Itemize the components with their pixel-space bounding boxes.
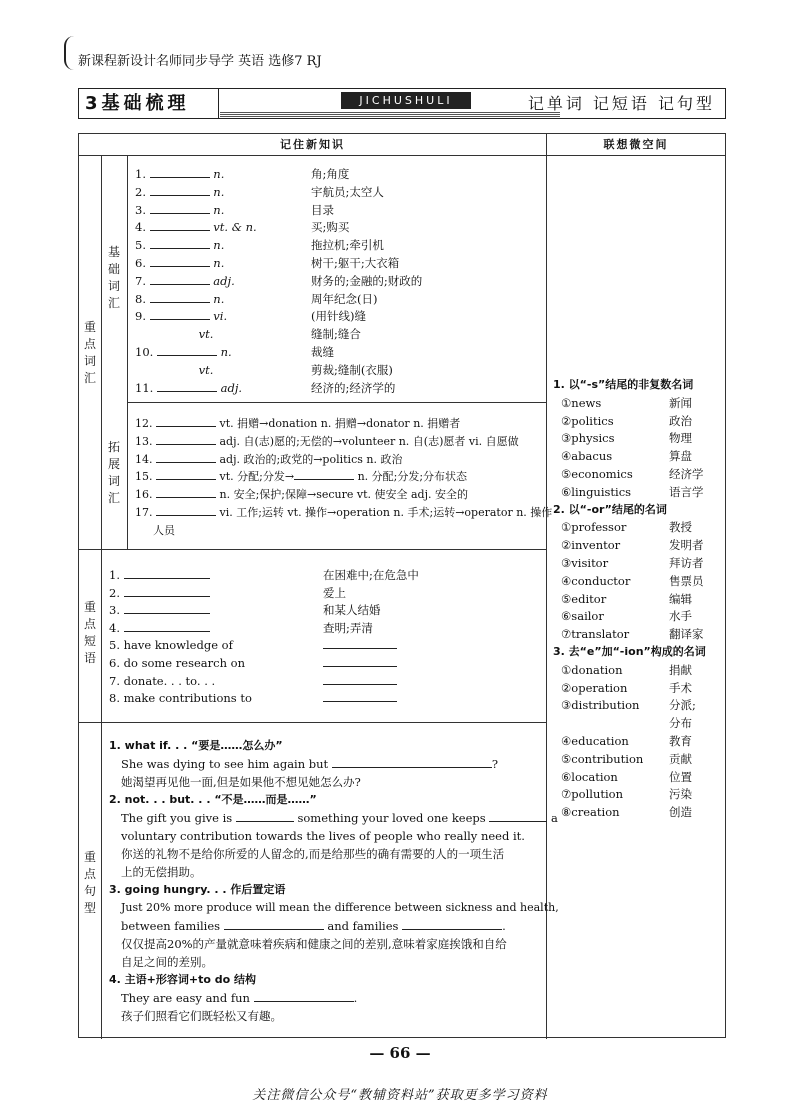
association-meaning: 新闻 xyxy=(669,395,692,410)
part-of-speech: n. xyxy=(213,184,225,199)
basic-word-row xyxy=(135,255,224,271)
association-group-title: 3. 去“e”加“-ion”构成的名词 xyxy=(553,645,706,658)
answer-blank[interactable] xyxy=(150,309,210,320)
basic-word-meaning: 树干;躯干;大衣箱 xyxy=(311,256,400,270)
item-number: 3. xyxy=(109,603,120,618)
s2-en-b: voluntary contribution towards the lives of people who really need it. xyxy=(121,829,525,843)
extended-word-row xyxy=(135,505,552,521)
item-number: 6. xyxy=(109,656,120,670)
basic-word-meaning: (用针线)缝 xyxy=(311,309,366,324)
association-item: ④conductor xyxy=(561,573,631,588)
part-of-speech: n. xyxy=(220,345,232,359)
part-of-speech: vt. xyxy=(198,327,214,342)
item-number: 4. xyxy=(109,620,120,635)
s1-en: She was dying to see him again but ? xyxy=(121,757,499,771)
association-item: ⑤economics xyxy=(561,467,633,481)
worksheet-table xyxy=(78,133,726,1038)
basic-word-meaning: 目录 xyxy=(311,202,334,217)
answer-blank[interactable] xyxy=(157,345,217,356)
phrase-row xyxy=(109,602,210,618)
s2-en-a: The gift you give is something your loved one keeps a xyxy=(121,811,558,825)
item-number: 5. xyxy=(135,238,146,253)
association-item: ⑦pollution xyxy=(561,787,623,802)
label-extended: 拓展词汇 xyxy=(107,440,120,505)
phrase-meaning xyxy=(323,567,419,583)
association-meaning: 政治 xyxy=(669,413,692,428)
basic-word-row xyxy=(135,184,224,200)
item-number: 13. xyxy=(135,434,153,448)
phrase-en: have knowledge of xyxy=(123,638,233,653)
banner-stripes xyxy=(220,111,560,117)
basic-word-meaning: 剪裁;缝制(衣服) xyxy=(311,362,393,377)
phrase-cn: 在困难中;在危急中 xyxy=(323,568,419,582)
s4-head: 4. 主语+形容词+to do 结构 xyxy=(109,973,257,986)
answer-blank[interactable] xyxy=(150,185,210,196)
item-number: 11. xyxy=(135,380,154,395)
word-family: adj. 政治的;政党的→politics n. 政治 xyxy=(219,452,403,466)
answer-blank[interactable] xyxy=(323,638,397,649)
word-family: vt. 分配;分发→ xyxy=(219,470,295,484)
header-left: 记住新知识 xyxy=(79,134,546,156)
answer-blank[interactable] xyxy=(150,203,210,214)
answer-blank[interactable] xyxy=(124,568,210,579)
answer-blank[interactable] xyxy=(156,505,216,516)
label-basic: 基础词汇 xyxy=(107,245,120,310)
part-of-speech: vi. xyxy=(213,309,228,324)
association-meaning: 分派; xyxy=(669,698,696,713)
basic-word-meaning: 买;购买 xyxy=(311,220,350,235)
phrase-row xyxy=(109,673,215,689)
association-item: ⑦translator xyxy=(561,627,630,642)
association-meaning: 编辑 xyxy=(669,591,692,606)
association-item: ②inventor xyxy=(561,538,621,553)
label-vocab: 重点词汇 xyxy=(83,320,96,385)
item-number: 1. xyxy=(109,568,120,582)
item-number: 9. xyxy=(135,309,146,324)
extended-word-row xyxy=(135,416,460,432)
association-meaning: 算盘 xyxy=(669,449,692,464)
phrase-cn: 爱上 xyxy=(323,585,346,600)
basic-word-row xyxy=(135,219,257,235)
answer-blank[interactable] xyxy=(156,469,216,480)
phrase-row xyxy=(109,637,233,653)
basic-word-meaning: 经济的;经济学的 xyxy=(311,380,396,395)
extended-word-row xyxy=(135,452,402,468)
phrase-cn: 查明;弄清 xyxy=(323,620,373,635)
item-number: 8. xyxy=(135,291,146,306)
banner-title: 3基础梳理 xyxy=(79,89,219,118)
item-number: 16. xyxy=(135,488,153,502)
part-of-speech: vt. & n. xyxy=(213,220,257,235)
phrase-en: make contributions to xyxy=(123,691,252,706)
association-item: ⑧creation xyxy=(561,805,620,820)
association-item: ①donation xyxy=(561,662,623,677)
item-number: 8. xyxy=(109,691,120,706)
s2-cn-a: 你送的礼物不是给你所爱的人留念的,而是给那些的确有需要的人的一项生活 xyxy=(121,847,505,861)
basic-word-row xyxy=(135,344,232,360)
basic-word-meaning: 周年纪念(日) xyxy=(311,291,378,306)
curl-decoration xyxy=(64,36,74,70)
item-number: 17. xyxy=(135,506,153,519)
association-item: ③physics xyxy=(561,431,615,446)
item-number: 12. xyxy=(135,417,153,430)
association-meaning: 教授 xyxy=(669,520,692,535)
item-number: 14. xyxy=(135,452,153,466)
association-item: ①news xyxy=(561,395,602,410)
s4-en: They are easy and fun . xyxy=(121,991,358,1005)
answer-blank[interactable] xyxy=(150,256,210,267)
answer-blank[interactable] xyxy=(150,220,210,231)
answer-blank[interactable] xyxy=(124,586,210,597)
association-item: ⑤editor xyxy=(561,591,607,606)
word-family: 人员 xyxy=(153,523,175,537)
answer-blank[interactable] xyxy=(124,603,210,614)
basic-word-meaning: 宇航员;太空人 xyxy=(311,184,384,199)
answer-blank[interactable] xyxy=(150,292,210,303)
phrase-meaning xyxy=(323,620,373,636)
association-meaning: 创造 xyxy=(669,805,692,820)
association-meaning: 经济学 xyxy=(669,467,704,481)
s3-cn-a: 仅仅提高20%的产量就意味着疾病和健康之间的差别,意味着家庭挨饿和自给 xyxy=(121,937,507,951)
association-meaning: 物理 xyxy=(669,431,692,446)
part-of-speech: vt. xyxy=(198,362,214,377)
association-meaning: 发明者 xyxy=(669,538,704,553)
association-group-title: 2. 以“-or”结尾的名词 xyxy=(553,502,667,516)
label-phrases: 重点短语 xyxy=(83,600,96,665)
association-item: ⑥location xyxy=(561,769,618,784)
word-family: n. 安全;保护;保障→secure vt. 使安全 adj. 安全的 xyxy=(219,488,468,502)
basic-word-meaning: 拖拉机;牵引机 xyxy=(311,238,384,253)
item-number: 6. xyxy=(135,256,146,270)
s2-head: 2. not. . . but. . . “不是……而是……” xyxy=(109,793,317,806)
extended-word-row xyxy=(135,487,468,503)
s1-cn: 她渴望再见他一面,但是如果他不想见她怎么办? xyxy=(121,775,361,789)
item-number: 10. xyxy=(135,345,154,359)
association-meaning: 分布 xyxy=(669,716,692,731)
item-number: 2. xyxy=(109,585,120,600)
page-number: — 66 — xyxy=(369,1044,431,1062)
association-item: ③distribution xyxy=(561,698,640,713)
phrase-en: donate. . . to. . . xyxy=(123,673,216,688)
s2-cn-b: 上的无偿捐助。 xyxy=(121,865,202,879)
association-meaning: 水手 xyxy=(669,609,692,624)
association-meaning: 污染 xyxy=(669,787,692,802)
basic-word-meaning: 裁缝 xyxy=(311,345,334,359)
phrase-row xyxy=(109,567,210,583)
phrase-meaning xyxy=(323,637,397,653)
s1-head: 1. what if. . . “要是……怎么办” xyxy=(109,739,283,752)
phrase-row xyxy=(109,585,210,601)
item-number: 7. xyxy=(109,673,120,688)
association-meaning: 手术 xyxy=(669,680,692,695)
answer-blank[interactable] xyxy=(323,656,397,667)
basic-word-row xyxy=(135,308,227,324)
extended-word-row xyxy=(153,523,175,539)
answer-blank[interactable] xyxy=(156,487,216,498)
association-item: ②operation xyxy=(561,680,628,695)
answer-blank[interactable] xyxy=(156,452,216,463)
answer-blank[interactable] xyxy=(150,167,210,178)
footer-note: 关注微信公众号“教辅资料站”获取更多学习资料 xyxy=(252,1088,548,1103)
word-family: vi. 工作;运转 vt. 操作→operation n. 手术;运转→operator n. 操作 xyxy=(219,506,553,519)
part-of-speech: adj. xyxy=(220,380,243,395)
basic-word-row xyxy=(135,202,224,218)
answer-blank[interactable] xyxy=(156,434,216,445)
answer-blank[interactable] xyxy=(236,811,294,822)
basic-word-meaning: 缝制;缝合 xyxy=(311,327,361,342)
basic-word-meaning: 角;角度 xyxy=(311,167,350,181)
running-head-text: 新课程新设计名师同步导学 英语 选修7 RJ xyxy=(78,54,322,69)
phrase-meaning xyxy=(323,655,397,671)
phrase-meaning xyxy=(323,690,397,706)
answer-blank[interactable] xyxy=(156,416,216,427)
association-item: ⑥sailor xyxy=(561,609,604,624)
part-of-speech: n. xyxy=(213,256,225,270)
header-right: 联想微空间 xyxy=(546,134,726,156)
association-item: ①professor xyxy=(561,520,627,535)
item-number: 3. xyxy=(135,202,146,217)
association-item: ④abacus xyxy=(561,449,613,464)
item-number: 15. xyxy=(135,470,153,484)
phrase-meaning xyxy=(323,673,397,689)
extended-word-row xyxy=(135,469,467,485)
part-of-speech: n. xyxy=(213,291,225,306)
answer-blank[interactable] xyxy=(150,238,210,249)
answer-blank[interactable] xyxy=(332,757,492,768)
basic-word-row xyxy=(135,362,213,378)
phrase-row xyxy=(109,655,245,671)
association-meaning: 捐献 xyxy=(669,662,692,677)
basic-word-row xyxy=(135,273,235,289)
running-head xyxy=(78,50,322,69)
answer-blank[interactable] xyxy=(323,691,397,702)
part-of-speech: adj. xyxy=(213,273,235,288)
answer-blank[interactable] xyxy=(489,811,547,822)
item-number: 7. xyxy=(135,273,146,288)
banner-pinyin: JICHUSHULI xyxy=(341,92,471,109)
part-of-speech: n. xyxy=(213,167,225,181)
word-family: n. 分配;分发;分布状态 xyxy=(357,470,468,484)
answer-blank[interactable] xyxy=(254,991,354,1002)
phrase-meaning xyxy=(323,585,346,601)
answer-blank[interactable] xyxy=(150,274,210,285)
item-number: 2. xyxy=(135,184,146,199)
phrase-cn: 和某人结婚 xyxy=(323,603,381,618)
basic-word-row xyxy=(135,380,242,396)
item-number: 1. xyxy=(135,167,146,181)
association-meaning: 语言学 xyxy=(669,484,704,499)
answer-blank[interactable] xyxy=(157,381,217,392)
banner-right-title: 记单词 记短语 记句型 xyxy=(527,94,715,113)
section-banner xyxy=(78,88,726,119)
phrase-row xyxy=(109,690,252,706)
item-number: 5. xyxy=(109,638,120,653)
association-meaning: 贡献 xyxy=(669,751,692,766)
part-of-speech: n. xyxy=(213,202,225,217)
answer-blank[interactable] xyxy=(323,674,397,685)
association-item: ②politics xyxy=(561,413,614,428)
s3-en-b: between families and families . xyxy=(121,919,506,933)
association-item: ③visitor xyxy=(561,556,609,570)
label-sentences: 重点句型 xyxy=(83,850,96,915)
answer-blank[interactable] xyxy=(402,919,502,930)
association-item: ④education xyxy=(561,734,629,748)
basic-word-row xyxy=(135,237,224,253)
s4-cn: 孩子们照看它们既轻松又有趣。 xyxy=(121,1009,282,1023)
answer-blank[interactable] xyxy=(124,621,210,632)
s3-cn-b: 自足之间的差别。 xyxy=(121,955,213,969)
item-number: 4. xyxy=(135,220,146,235)
phrase-en: do some research on xyxy=(123,656,245,670)
basic-word-meaning: 财务的;金融的;财政的 xyxy=(311,273,423,288)
association-meaning: 位置 xyxy=(669,769,692,784)
answer-blank[interactable] xyxy=(294,469,354,480)
basic-word-row xyxy=(135,291,224,307)
basic-word-row xyxy=(135,326,213,342)
phrase-meaning xyxy=(323,602,381,618)
association-meaning: 教育 xyxy=(669,734,692,748)
s3-head: 3. going hungry. . . 作后置定语 xyxy=(109,883,286,896)
answer-blank[interactable] xyxy=(224,919,324,930)
extended-word-row xyxy=(135,434,519,450)
basic-word-row xyxy=(135,166,224,182)
association-meaning: 翻译家 xyxy=(669,627,704,642)
word-family: adj. 自(志)愿的;无偿的→volunteer n. 自(志)愿者 vi. 自愿做 xyxy=(219,434,519,448)
association-item: ⑤contribution xyxy=(561,751,644,766)
association-meaning: 售票员 xyxy=(669,573,704,588)
association-meaning: 拜访者 xyxy=(669,556,704,570)
s3-en-a: Just 20% more produce will mean the difference between sickness and health, xyxy=(121,901,559,914)
word-family: vt. 捐赠→donation n. 捐赠→donator n. 捐赠者 xyxy=(219,417,461,430)
association-item: ⑥linguistics xyxy=(561,484,632,499)
phrase-row xyxy=(109,620,210,636)
part-of-speech: n. xyxy=(213,238,225,253)
association-group-title: 1. 以“-s”结尾的非复数名词 xyxy=(553,378,694,391)
